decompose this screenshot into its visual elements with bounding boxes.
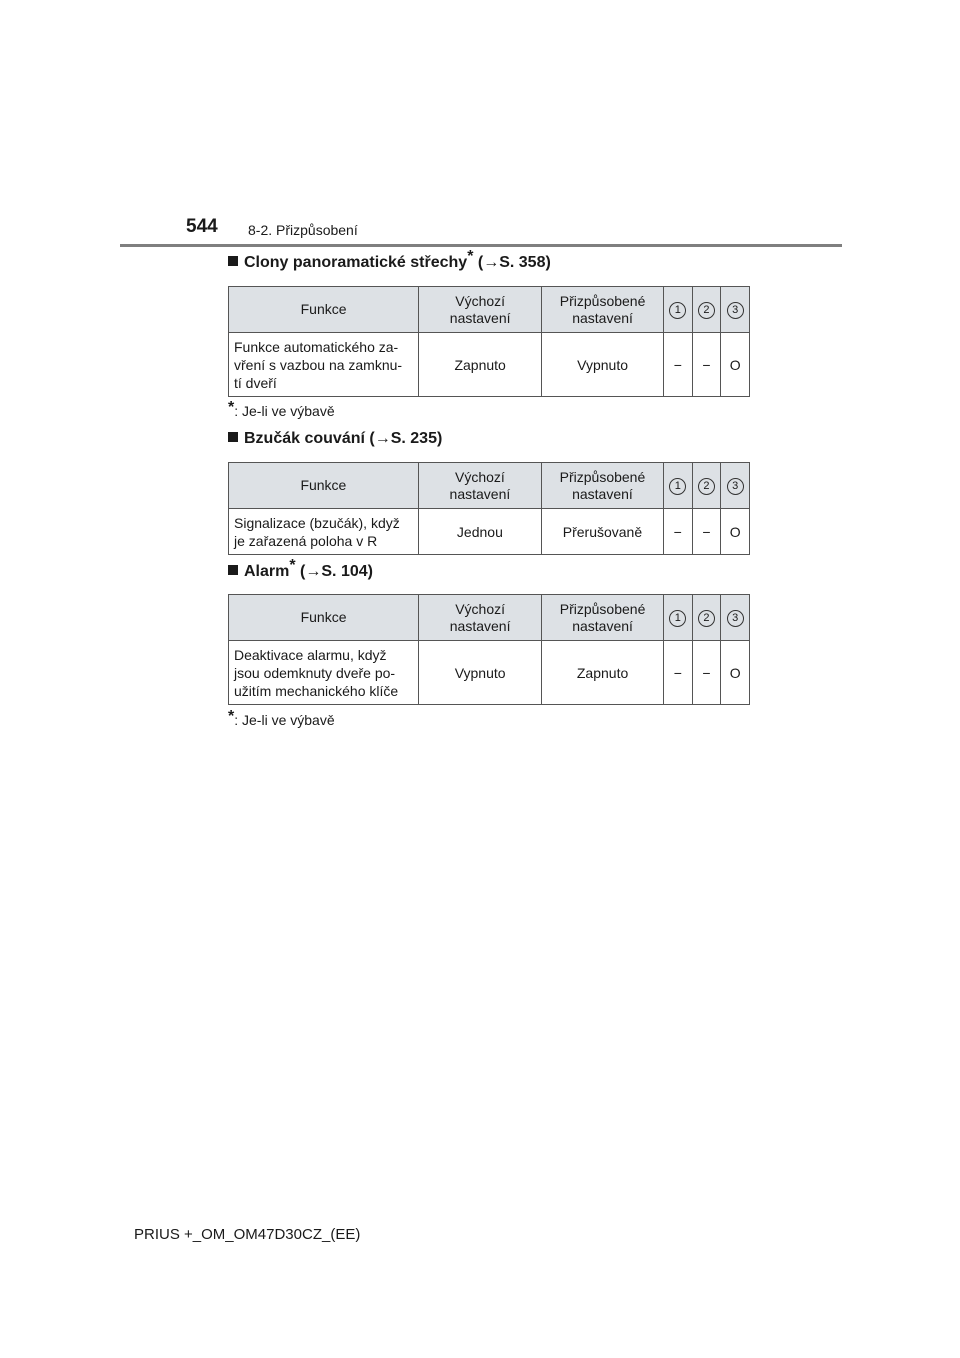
page-reference[interactable]: S. 235 (390, 430, 437, 447)
header-num-1 (663, 463, 692, 509)
cell-function: Deaktivace alarmu, když jsou odemknuty dveře po- užitím mechanického klíče (229, 641, 419, 705)
header-default: Výchozí nastavení (419, 287, 542, 333)
cell-custom: Vypnuto (542, 333, 664, 397)
bullet-square-icon (228, 256, 238, 266)
header-num-2 (692, 287, 721, 333)
header-rule (120, 244, 842, 247)
cell-mode-3: O (721, 333, 750, 397)
section-heading-alarm: Alarm* (→S. 104) (228, 563, 373, 581)
header-custom: Přizpůsobené nastavení (542, 595, 664, 641)
cell-mode-2: − (692, 641, 721, 705)
section-heading-roof-shades: Clony panoramatické střechy* (→S. 358) (228, 254, 551, 272)
circled-number-3: 3 (727, 610, 744, 627)
header-function: Funkce (229, 287, 419, 333)
section-title: 8-2. Přizpůsobení (248, 222, 358, 238)
circled-number-1: 1 (669, 478, 686, 495)
table-row (229, 509, 750, 555)
heading-title: Alarm (244, 563, 290, 580)
cell-mode-3: O (721, 509, 750, 555)
table-row (229, 333, 750, 397)
settings-table-reverse-buzzer (228, 462, 750, 555)
page-reference[interactable]: S. 358 (499, 254, 546, 271)
heading-mark: * (467, 248, 474, 265)
circled-number-1: 1 (669, 302, 686, 319)
bullet-square-icon (228, 565, 238, 575)
arrow-icon: → (374, 430, 391, 447)
cell-function: Signalizace (bzučák), když je zařazená poloha v R (229, 509, 419, 555)
heading-title: Clony panoramatické střechy (244, 254, 468, 271)
cell-mode-3: O (721, 641, 750, 705)
circled-number-2: 2 (698, 302, 715, 319)
header-num-2 (692, 463, 721, 509)
table-header-row (229, 463, 750, 509)
arrow-icon: → (483, 254, 500, 271)
cell-function: Funkce automatického za- vření s vazbou na zamknu- tí dveří (229, 333, 419, 397)
footnote: *: Je-li ve výbavě (228, 399, 335, 419)
header-function: Funkce (229, 463, 419, 509)
bullet-square-icon (228, 432, 238, 442)
header-num-3 (721, 595, 750, 641)
heading-title: Bzučák couvání (244, 430, 365, 447)
cell-default: Jednou (418, 509, 541, 555)
settings-table-alarm (228, 594, 750, 705)
cell-custom: Zapnuto (542, 641, 664, 705)
cell-default: Vypnuto (419, 641, 542, 705)
page-reference[interactable]: S. 104 (321, 563, 368, 580)
header-num-3 (721, 463, 750, 509)
cell-mode-2: − (692, 333, 721, 397)
header-custom: Přizpůsobené nastavení (542, 287, 664, 333)
cell-mode-2: − (692, 509, 721, 555)
heading-mark: * (289, 557, 296, 574)
header-default: Výchozí nastavení (418, 463, 541, 509)
table-row (229, 641, 750, 705)
cell-mode-1: − (664, 641, 693, 705)
cell-default: Zapnuto (419, 333, 542, 397)
document-code: PRIUS +_OM_OM47D30CZ_(EE) (134, 1226, 361, 1243)
header-num-1 (664, 595, 693, 641)
circled-number-3: 3 (727, 302, 744, 319)
cell-mode-1: − (664, 333, 693, 397)
header-num-3 (721, 287, 750, 333)
header-default: Výchozí nastavení (419, 595, 542, 641)
circled-number-3: 3 (727, 478, 744, 495)
table-header-row (229, 595, 750, 641)
arrow-icon: → (305, 563, 322, 580)
header-num-2 (692, 595, 721, 641)
header-num-1 (664, 287, 693, 333)
cell-custom: Přerušovaně (541, 509, 663, 555)
page-number: 544 (186, 216, 218, 237)
cell-mode-1: − (663, 509, 692, 555)
header-custom: Přizpůsobené nastavení (541, 463, 663, 509)
settings-table-roof-shades (228, 286, 750, 397)
circled-number-2: 2 (698, 478, 715, 495)
header-function: Funkce (229, 595, 419, 641)
circled-number-2: 2 (698, 610, 715, 627)
footnote: *: Je-li ve výbavě (228, 708, 335, 728)
circled-number-1: 1 (669, 610, 686, 627)
table-header-row (229, 287, 750, 333)
section-heading-reverse-buzzer: Bzučák couvání (→S. 235) (228, 430, 442, 448)
